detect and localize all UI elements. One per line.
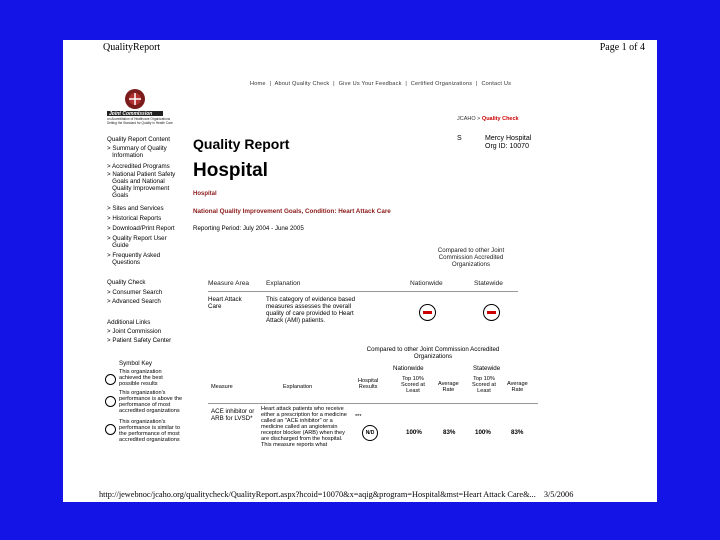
hospital-small-heading: Hospital (193, 191, 217, 197)
above-plus-icon (105, 396, 116, 407)
nav-contact-link[interactable]: Contact Us (481, 81, 512, 87)
sidebar-item-joint-commission[interactable]: > Joint Commission (107, 328, 162, 335)
table1-divider (208, 291, 518, 292)
sidebar-item-guide[interactable]: > Quality Report User Guide (107, 235, 167, 249)
document-page (63, 40, 657, 502)
table1-header-explanation: Explanation (266, 280, 301, 287)
joint-commission-logo[interactable] (107, 86, 173, 128)
sidebar-heading-content: Quality Report Content (107, 136, 170, 143)
sidebar-item-sites[interactable]: > Sites and Services (107, 205, 164, 212)
table2-header-state-top10: Top 10% Scored at Least (472, 376, 496, 394)
sidebar-heading-links: Additional Links (107, 319, 151, 326)
table2-nat-top10: 100% (406, 429, 422, 436)
hospital-title: Hospital (193, 160, 268, 181)
table1-header-nationwide: Nationwide (410, 280, 443, 287)
nav-certified-link[interactable]: Certified Organizations (410, 81, 473, 87)
table2-measure: ACE inhibitor or ARB for LVSD* (211, 408, 255, 422)
table2-state-top10: 100% (475, 429, 491, 436)
table2-group-nationwide: Nationwide (393, 365, 424, 372)
sidebar-heading-quality-check: Quality Check (107, 279, 146, 286)
table2-group-statewide: Statewide (473, 365, 501, 372)
section-heading: National Quality Improvement Goals, Condition: Heart Attack Care (193, 208, 391, 215)
nav-home-link[interactable]: Home (250, 81, 266, 87)
breadcrumb (457, 116, 519, 122)
table1-header-measure-area: Measure Area (208, 280, 250, 287)
legend-similar: This organization's performance is similar to the performance of most accredited organizations (119, 419, 180, 443)
table1-explanation: This category of evidence based measures assesses the overall quality of care provided to Heart Attack (AMI) patients. (266, 296, 356, 324)
footer-url[interactable]: http://jewebnoc/jcaho.org/qualitycheck/QualityReport.aspx?hcoid=10070&x=aqig&program=Hospital&mst=Heart Attack Care&... (99, 490, 536, 499)
below-minus-icon (483, 304, 500, 321)
report-title: Quality Report (193, 136, 290, 152)
table2-header-measure: Measure (211, 384, 233, 390)
sidebar-item-summary[interactable]: > Summary of Quality Information (107, 145, 167, 159)
top-nav (250, 81, 513, 87)
nav-separator: | (333, 81, 335, 87)
table2-hospital-note: *** (355, 414, 362, 420)
table2-state-avg: 83% (511, 429, 524, 436)
footer-date: 3/5/2006 (543, 490, 574, 499)
legend-best: This organization achieved the best possible results (119, 369, 163, 387)
sidebar-item-download[interactable]: > Download/Print Report (107, 225, 175, 232)
org-name: Mercy Hospital (485, 135, 532, 142)
below-minus-icon (419, 304, 436, 321)
page-header-title: QualityReport (103, 42, 161, 53)
nav-separator: | (405, 81, 407, 87)
sidebar-item-advanced-search[interactable]: > Advanced Search (107, 298, 161, 305)
reporting-period: Reporting Period: July 2004 - June 2005 (193, 225, 304, 232)
table2-compare-caption: Compared to other Joint Commission Accredited Organizations (366, 346, 500, 360)
nav-separator: | (476, 81, 478, 87)
best-result-star-icon (105, 374, 116, 385)
no-data-icon: N/D (362, 425, 378, 441)
sidebar-item-accredited[interactable]: > Accredited Programs (107, 163, 170, 170)
sidebar-item-consumer-search[interactable]: > Consumer Search (107, 289, 163, 296)
table2-header-explanation: Explanation (283, 384, 313, 390)
logo-tagline-2: Setting the Standard for Quality in Health Care (107, 121, 173, 125)
table2-nat-avg: 83% (443, 429, 456, 436)
nav-about-link[interactable]: About Quality Check (274, 81, 330, 87)
org-id: Org ID: 10070 (485, 143, 529, 150)
breadcrumb-current: Quality Check (481, 116, 519, 122)
table1-compare-caption: Compared to other Joint Commission Accredited Organizations (437, 247, 505, 268)
symbol-key-title: Symbol Key (119, 360, 153, 367)
table2-header-nat-top10: Top 10% Scored at Least (401, 376, 425, 394)
table1-header-statewide: Statewide (474, 280, 503, 287)
breadcrumb-root[interactable]: JCAHO (457, 116, 476, 122)
org-prefix: S (457, 135, 462, 142)
legend-above: This organization's performance is above the performance of most accredited organizations (119, 390, 183, 414)
table2-divider (208, 403, 538, 404)
sidebar-item-goals[interactable]: > National Patient Safety Goals and National Quality Improvement Goals (107, 171, 176, 199)
logo-name: Joint Commission (109, 111, 153, 117)
sidebar-item-faq[interactable]: > Frequently Asked Questions (107, 252, 161, 266)
table1-measure-area: Heart Attack Care (208, 296, 242, 310)
sidebar-item-historical[interactable]: > Historical Reports (107, 215, 162, 222)
table2-header-nat-avg: Average Rate (438, 381, 459, 393)
sidebar-item-patient-safety[interactable]: > Patient Safety Center (107, 337, 172, 344)
logo-tagline: on Accreditation of Healthcare Organizations (107, 117, 171, 121)
nav-separator: | (269, 81, 272, 87)
nav-feedback-link[interactable]: Give Us Your Feedback (338, 81, 402, 87)
breadcrumb-separator: > (477, 116, 481, 122)
table2-header-hospital-results: Hospital Results (358, 378, 379, 390)
page-number: Page 1 of 4 (599, 42, 645, 53)
similar-check-icon (105, 424, 116, 435)
page-footer (99, 490, 573, 499)
table2-header-state-avg: Average Rate (507, 381, 528, 393)
table2-explanation: Heart attack patients who receive either a prescription for a medicine called an "ACE inhibitor" or a medicine called an angiotensin receptor blocker (ARB) when they are discharged from the hospital. This measure reports what (261, 406, 347, 448)
